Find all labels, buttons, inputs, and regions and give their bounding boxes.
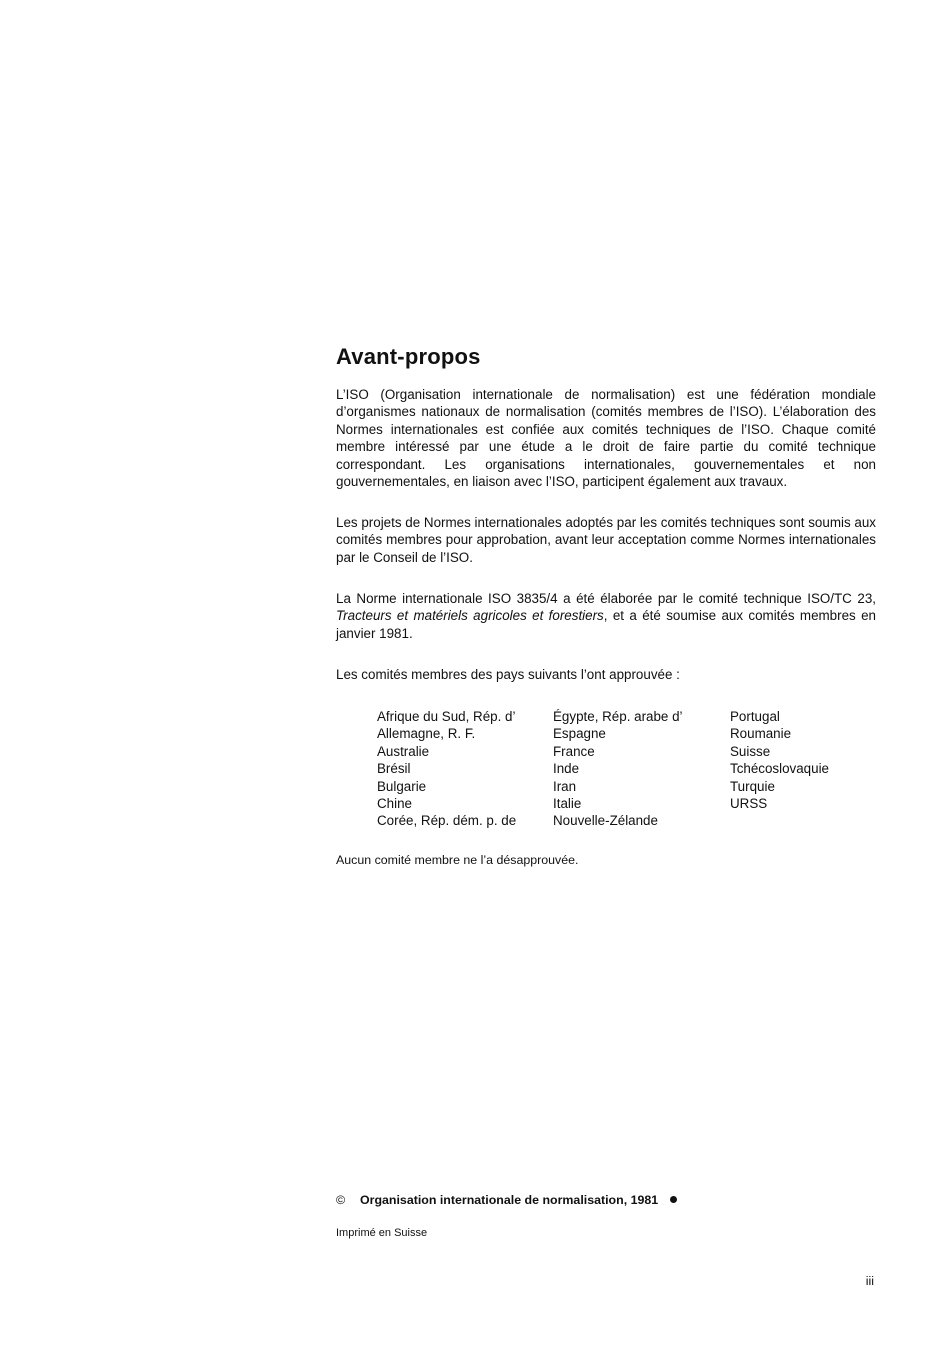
country-item: Iran — [553, 778, 577, 794]
standard-paragraph-end: , et a été soumise aux comités membres en janvier 1981. — [336, 608, 876, 641]
page-number: iii — [865, 1274, 874, 1288]
copyright-line — [336, 1192, 677, 1209]
country-item: Nouvelle-Zélande — [553, 813, 658, 829]
country-item: Suisse — [730, 743, 771, 759]
bullet-icon — [670, 1196, 677, 1203]
country-item: Chine — [377, 796, 412, 812]
country-item: Inde — [553, 761, 580, 777]
committee-title: Tracteurs et matériels agricoles et forestiers — [336, 608, 604, 624]
country-item: Afrique du Sud, Rép. d’ — [377, 709, 516, 724]
country-item: Roumanie — [730, 726, 792, 742]
country-item: Australie — [377, 743, 430, 759]
country-item: Égypte, Rép. arabe d’ — [553, 709, 683, 724]
printed-in: Imprimé en Suisse — [336, 1227, 428, 1239]
standard-paragraph — [336, 590, 876, 642]
page-title: Avant-propos — [336, 344, 481, 369]
countries-intro: Les comités membres des pays suivants l’ont approuvée : — [336, 667, 680, 682]
intro-paragraph: L’ISO (Organisation internationale de normalisation) est une fédération mondiale d’organismes nationaux de normalisation (comités membres de l’ISO). L’élaboration des Normes internationales est confiée aux comités techniques de l’ISO. Chaque comité membre intéressé par une étude a le droit de faire partie du comité technique correspondant. Les organisations internationales, gouvernementales et non gouvernementales, en liaison avec l’ISO, participent également aux travaux. — [336, 387, 876, 490]
country-column-2 — [553, 708, 683, 830]
country-item: Bulgarie — [377, 778, 427, 794]
country-column-3 — [730, 708, 829, 812]
country-item: France — [553, 743, 595, 759]
standard-paragraph-start: La Norme internationale ISO 3835/4 a été élaborée par le comité technique ISO/TC 23, — [336, 591, 876, 606]
country-item: URSS — [730, 796, 768, 812]
country-item: Brésil — [377, 761, 411, 777]
country-item: Allemagne, R. F. — [377, 726, 476, 742]
country-item: Corée, Rép. dém. p. de — [377, 813, 517, 829]
country-item: Espagne — [553, 726, 606, 742]
copyright-text: Organisation internationale de normalisation, 1981 — [360, 1193, 659, 1207]
country-item: Turquie — [730, 778, 775, 794]
country-item: Tchécoslovaquie — [730, 761, 830, 777]
country-item: Portugal — [730, 709, 780, 724]
approval-paragraph: Les projets de Normes internationales adoptés par les comités techniques sont soumis aux comités membres pour approbation, avant leur acceptation comme Normes internationales par le Conseil de l’ISO. — [336, 515, 876, 565]
copyright-icon: © — [336, 1193, 346, 1207]
country-column-1 — [377, 708, 516, 830]
country-item: Italie — [553, 796, 582, 812]
disapproval-note: Aucun comité membre ne l’a désapprouvée. — [336, 853, 579, 867]
